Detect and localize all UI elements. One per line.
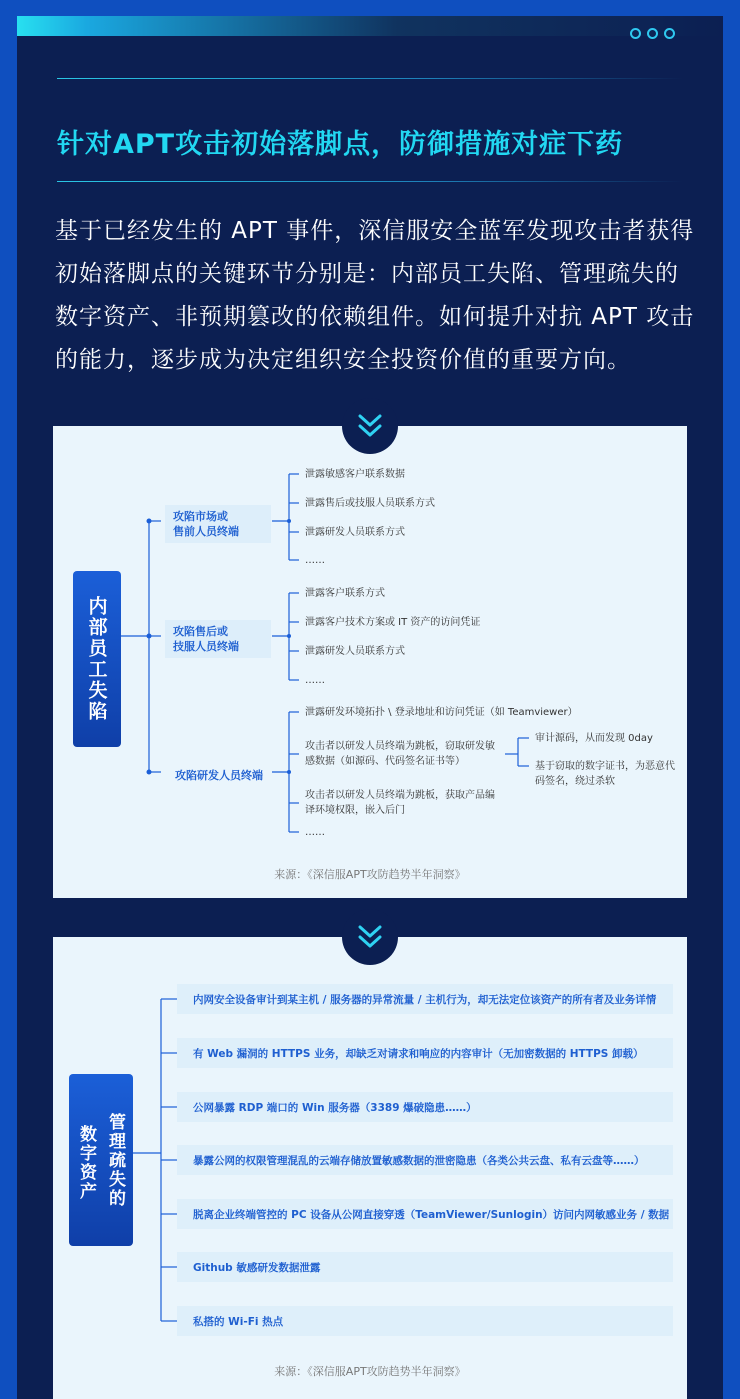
asset-item: 私搭的 Wi-Fi 热点 (177, 1306, 673, 1336)
dot-icon (664, 28, 675, 39)
asset-item: 有 Web 漏洞的 HTTPS 业务，却缺乏对请求和响应的内容审计（无加密数据的 HTTPS 卸载） (177, 1038, 673, 1068)
title-block (57, 78, 683, 182)
leaf-item: 泄露敏感客户联系数据 (305, 469, 405, 480)
leaf-item: 攻击者以研发人员终端为跳板，获取产品编译环境权限，嵌入后门 (305, 790, 495, 816)
subleaf-item: 基于窃取的数字证书，为恶意代码签名，绕过杀软 (535, 761, 675, 787)
asset-item: 脱离企业终端管控的 PC 设备从公网直接穿透（TeamViewer/Sunlogin）访问内网敏感业务 / 数据 (177, 1199, 673, 1229)
leaf-item: 泄露客户技术方案或 IT 资产的访问凭证 (305, 617, 481, 628)
root-label: 内部员工失陷 (85, 596, 108, 722)
divider (57, 181, 683, 182)
leaf-item: 泄露研发人员联系方式 (305, 527, 405, 538)
asset-item: Github 敏感研发数据泄露 (177, 1252, 673, 1282)
divider (57, 78, 683, 79)
leaf-item: 攻击者以研发人员终端为跳板，窃取研发敏感数据（如源码、代码签名证书等） (305, 741, 495, 767)
leaf-item: 泄露售后或技服人员联系方式 (305, 498, 435, 509)
asset-item: 内网安全设备审计到某主机 / 服务器的异常流量 / 主机行为，却无法定位该资产的所有者及业务详情 (177, 984, 673, 1014)
window-dots (630, 28, 675, 39)
source-note: 来源：《深信服APT攻防趋势半年洞察》 (274, 1365, 466, 1378)
root-label-line2: 数字资产 (76, 1124, 96, 1201)
chevron-down-icon (342, 909, 398, 965)
leaf-item: …… (305, 827, 325, 838)
branch-aftersales: 攻陷售后或 技服人员终端 (165, 620, 271, 658)
source-note: 来源：《深信服APT攻防趋势半年洞察》 (274, 868, 466, 881)
chevron-down-icon (342, 398, 398, 454)
asset-item: 公网暴露 RDP 端口的 Win 服务器（3389 爆破隐患……） (177, 1092, 673, 1122)
asset-item: 暴露公网的权限管理混乱的云端存储放置敏感数据的泄密隐患（各类公共云盘、私有云盘等……） (177, 1145, 673, 1175)
root-node (73, 571, 121, 747)
page-title: 针对APT攻击初始落脚点，防御措施对症下药 (57, 129, 624, 160)
diagram-employee-compromise (53, 426, 687, 898)
dot-icon (630, 28, 641, 39)
leaf-item: 泄露研发环境拓扑 \ 登录地址和访问凭证（如 Teamviewer） (305, 707, 578, 718)
root-node (69, 1074, 133, 1246)
branch-rd: 攻陷研发人员终端 (175, 769, 263, 782)
top-bar (17, 16, 723, 36)
subleaf-item: 审计源码，从而发现 0day (535, 733, 653, 744)
leaf-item: …… (305, 675, 325, 686)
branch-market-presales: 攻陷市场或 售前人员终端 (165, 505, 271, 543)
leaf-item: 泄露研发人员联系方式 (305, 646, 405, 657)
root-label-line1: 管理疏失的 (105, 1112, 125, 1208)
intro-paragraph: 基于已经发生的 APT 事件，深信服安全蓝军发现攻击者获得初始落脚点的关键环节分别是：内部员工失陷、管理疏失的数字资产、非预期篡改的依赖组件。如何提升对抗 APT 攻击的能力，逐步成为决定组织安全投资价值的重要方向。 (55, 218, 695, 373)
dot-icon (647, 28, 658, 39)
diagram-mismanaged-assets (53, 937, 687, 1399)
content-panel (17, 16, 723, 1399)
leaf-item: …… (305, 555, 325, 566)
leaf-item: 泄露客户联系方式 (305, 588, 385, 599)
